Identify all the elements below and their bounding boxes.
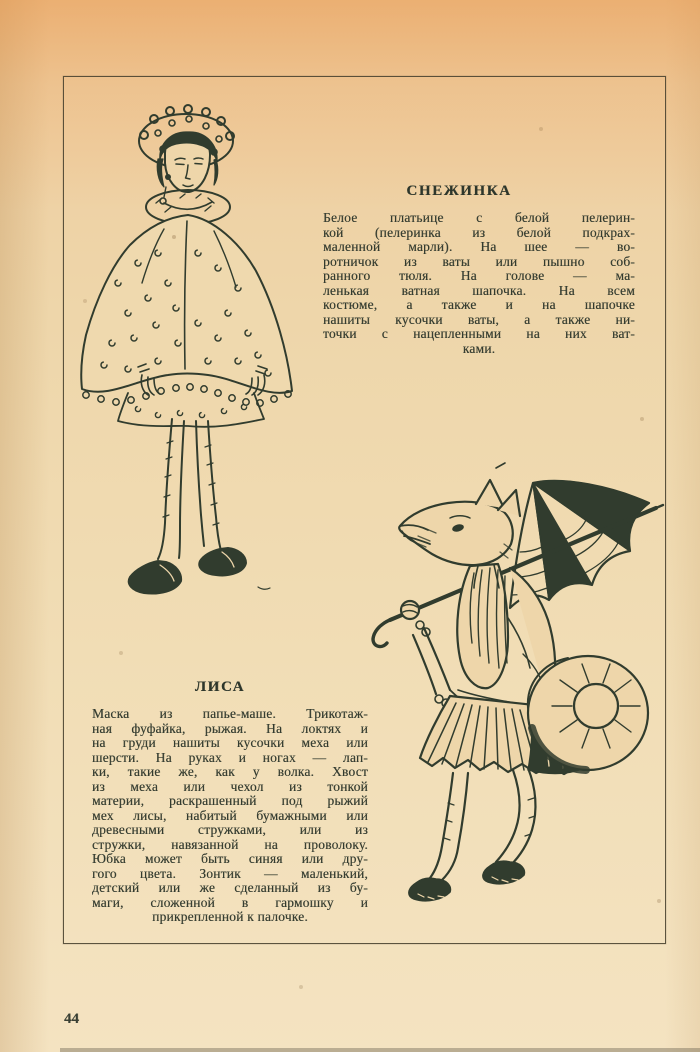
snowflake-girl-illustration — [68, 103, 308, 618]
section-body-snezhinka — [323, 211, 635, 356]
girl-face — [157, 132, 217, 192]
section-title-lisa: ЛИСА — [194, 679, 246, 695]
text-line: ранного тюля. На голове — ма- — [323, 268, 635, 283]
fox-chest-fluff — [457, 564, 508, 688]
text-line: детский или же сделанный из бу- — [92, 880, 368, 895]
fox-legs — [409, 768, 536, 901]
text-line: гого цвета. Зонтик — маленький, — [92, 865, 368, 881]
text-line: прикрепленной к палочке. — [152, 909, 308, 924]
text-line: ками. — [462, 340, 496, 356]
fox-illustration — [358, 458, 666, 940]
text-line: мех лисы, набитый бумажными или — [92, 807, 368, 823]
text-line: ная фуфайка, рыжая. На локтях и — [92, 720, 368, 736]
text-line: материи, раскрашенный под рыжий — [92, 793, 368, 808]
text-line: маленной марли). На шее — во- — [323, 239, 635, 254]
text-line: на груди нашиты кусочки меха или — [92, 735, 368, 750]
section-snezhinka — [323, 183, 635, 356]
text-line: точки с нацепленными на них ват- — [323, 326, 635, 341]
scan-edge-shadow — [60, 1048, 700, 1052]
section-body-lisa — [92, 707, 368, 925]
umbrella-handle — [373, 619, 392, 646]
girl-legs — [158, 419, 221, 559]
paper-specks — [0, 0, 2, 2]
girl-skirt — [118, 393, 264, 427]
text-line: стружки, навязанной на проволоку. — [92, 836, 368, 852]
section-lisa — [92, 679, 368, 925]
girl-cape — [81, 215, 292, 406]
page-number: 44 — [64, 1011, 79, 1027]
text-line: из меха или чехол из тонкой — [92, 778, 368, 794]
text-line: кой (пелеринка из белой подкрах- — [323, 224, 635, 240]
text-line: Белое платьице с белой пелерин- — [323, 210, 635, 225]
text-line: шерсти. На руках и ногах — лап- — [92, 749, 368, 765]
fox-tail — [528, 656, 648, 770]
text-line: Юбка может быть синяя или дру- — [92, 851, 368, 866]
text-line: ленькая ватная шапочка. На всем — [323, 282, 635, 298]
girl-shoes — [129, 548, 270, 594]
text-line: древесными стружками, или из — [92, 822, 368, 837]
text-line: костюме, а также и на шапочке — [323, 297, 635, 312]
section-title-snezhinka: СНЕЖИНКА — [406, 183, 512, 199]
text-line: ротничок из ваты или пышно соб- — [323, 253, 635, 269]
text-line: маги, сложенной в гармошку и — [92, 894, 368, 910]
text-line: нашиты кусочки ваты, а также ни- — [323, 311, 635, 327]
text-line: Маска из папье-маше. Трикотаж- — [92, 706, 368, 721]
text-line: ки, такие же, как у волка. Хвост — [92, 764, 368, 779]
